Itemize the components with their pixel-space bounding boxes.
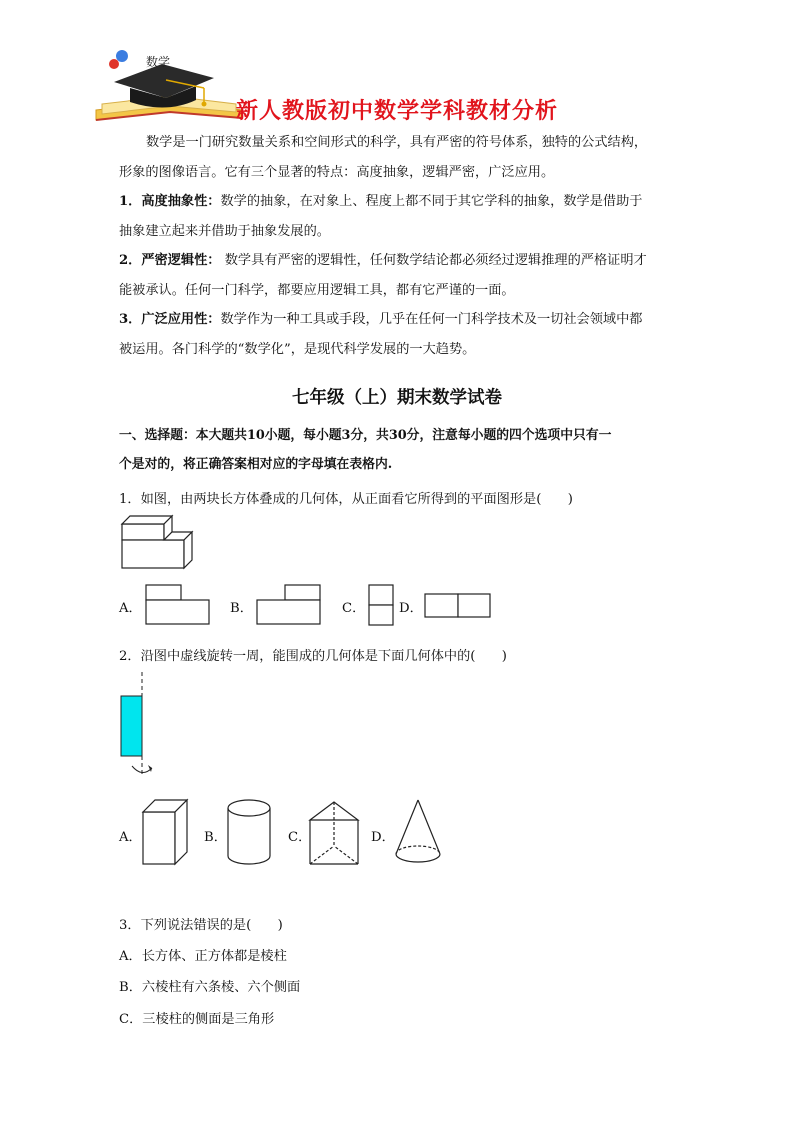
feature-1-text-2: 抽象建立起来并借助于抽象发展的。: [119, 223, 330, 239]
feature-2-text: 数学具有严密的逻辑性，任何数学结论都必须经过逻辑推理的严格证明才: [220, 253, 647, 268]
feature-2-text-2: 能被承认。任何一门科学，都要应用逻辑工具，都有它严谨的一面。: [119, 282, 515, 298]
feature-3-text-2: 被运用。各门科学的“数学化”，是现代科学发展的一大趋势。: [119, 341, 476, 357]
q1-option-c-figure[interactable]: [368, 584, 396, 626]
q2-option-a-label[interactable]: A．: [119, 830, 142, 845]
intro-paragraph: [119, 128, 679, 187]
q1-option-d-figure[interactable]: [424, 593, 492, 619]
page-title: 新人教版初中数学学科教材分析: [235, 99, 558, 124]
feature-1: [119, 187, 679, 246]
feature-1-text: 数学的抽象，在对象上、程度上都不同于其它学科的抽象，数学是借助于: [220, 194, 643, 209]
q1-option-a-figure[interactable]: [145, 584, 211, 626]
intro-line-2: 形象的图像语言。它有三个显著的特点：高度抽象，逻辑严密，广泛应用。: [119, 164, 555, 180]
q1-option-a-label[interactable]: A．: [119, 601, 142, 616]
q1-option-b-label[interactable]: B．: [230, 601, 253, 616]
q2-option-b-label[interactable]: B．: [204, 830, 227, 845]
q1-option-b-figure[interactable]: [256, 584, 322, 626]
section-line-2: 个是对的，将正确答案相对应的字母填在表格内.: [119, 457, 393, 472]
q2-option-d-label[interactable]: D．: [371, 830, 395, 845]
intro-line-1: 数学是一门研究数量关系和空间形式的科学，具有严密的符号体系，独特的公式结构，: [146, 135, 648, 150]
q2-option-b-cylinder-icon[interactable]: [226, 798, 272, 868]
q2-option-c-triangular-prism-icon[interactable]: [308, 800, 360, 868]
q2-rotation-rectangle-figure: [118, 672, 158, 782]
q2-option-d-cone-icon[interactable]: [394, 798, 442, 868]
feature-2: [119, 246, 679, 305]
section-instruction: [119, 421, 679, 479]
q1-option-d-label[interactable]: D．: [399, 601, 423, 616]
exam-title: 七年级（上）期末数学试卷: [292, 388, 502, 408]
logo-word: 数学: [146, 55, 171, 69]
q1-stacked-cuboids-figure: [120, 516, 200, 576]
feature-3-label: 3．广泛应用性：: [119, 312, 221, 327]
question-1-stem: 1．如图，由两块长方体叠成的几何体，从正面看它所得到的平面图形是( ): [119, 492, 573, 507]
feature-1-label: 1．高度抽象性：: [119, 194, 221, 209]
q1-option-c-label[interactable]: C．: [342, 601, 366, 616]
q3-option-a[interactable]: A．长方体、正方体都是棱柱: [119, 949, 287, 964]
feature-2-label: 2．严密逻辑性：: [119, 253, 221, 268]
q3-option-c[interactable]: C．三棱柱的侧面是三角形: [119, 1012, 275, 1027]
question-2-stem: 2．沿图中虚线旋转一周，能围成的几何体是下面几何体中的( ): [119, 649, 507, 664]
section-line-1: 一、选择题：本大题共10小题，每小题3分，共30分，注意每小题的四个选项中只有一: [119, 428, 612, 443]
question-3-stem: 3．下列说法错误的是( ): [119, 918, 283, 933]
feature-3-text: 数学作为一种工具或手段，几乎在任何一门科学技术及一切社会领域中都: [220, 312, 643, 327]
q2-option-a-cuboid-icon[interactable]: [141, 798, 189, 868]
q2-option-c-label[interactable]: C．: [288, 830, 312, 845]
feature-3: [119, 305, 679, 364]
q3-option-b[interactable]: B．六棱柱有六条棱、六个侧面: [119, 980, 301, 995]
